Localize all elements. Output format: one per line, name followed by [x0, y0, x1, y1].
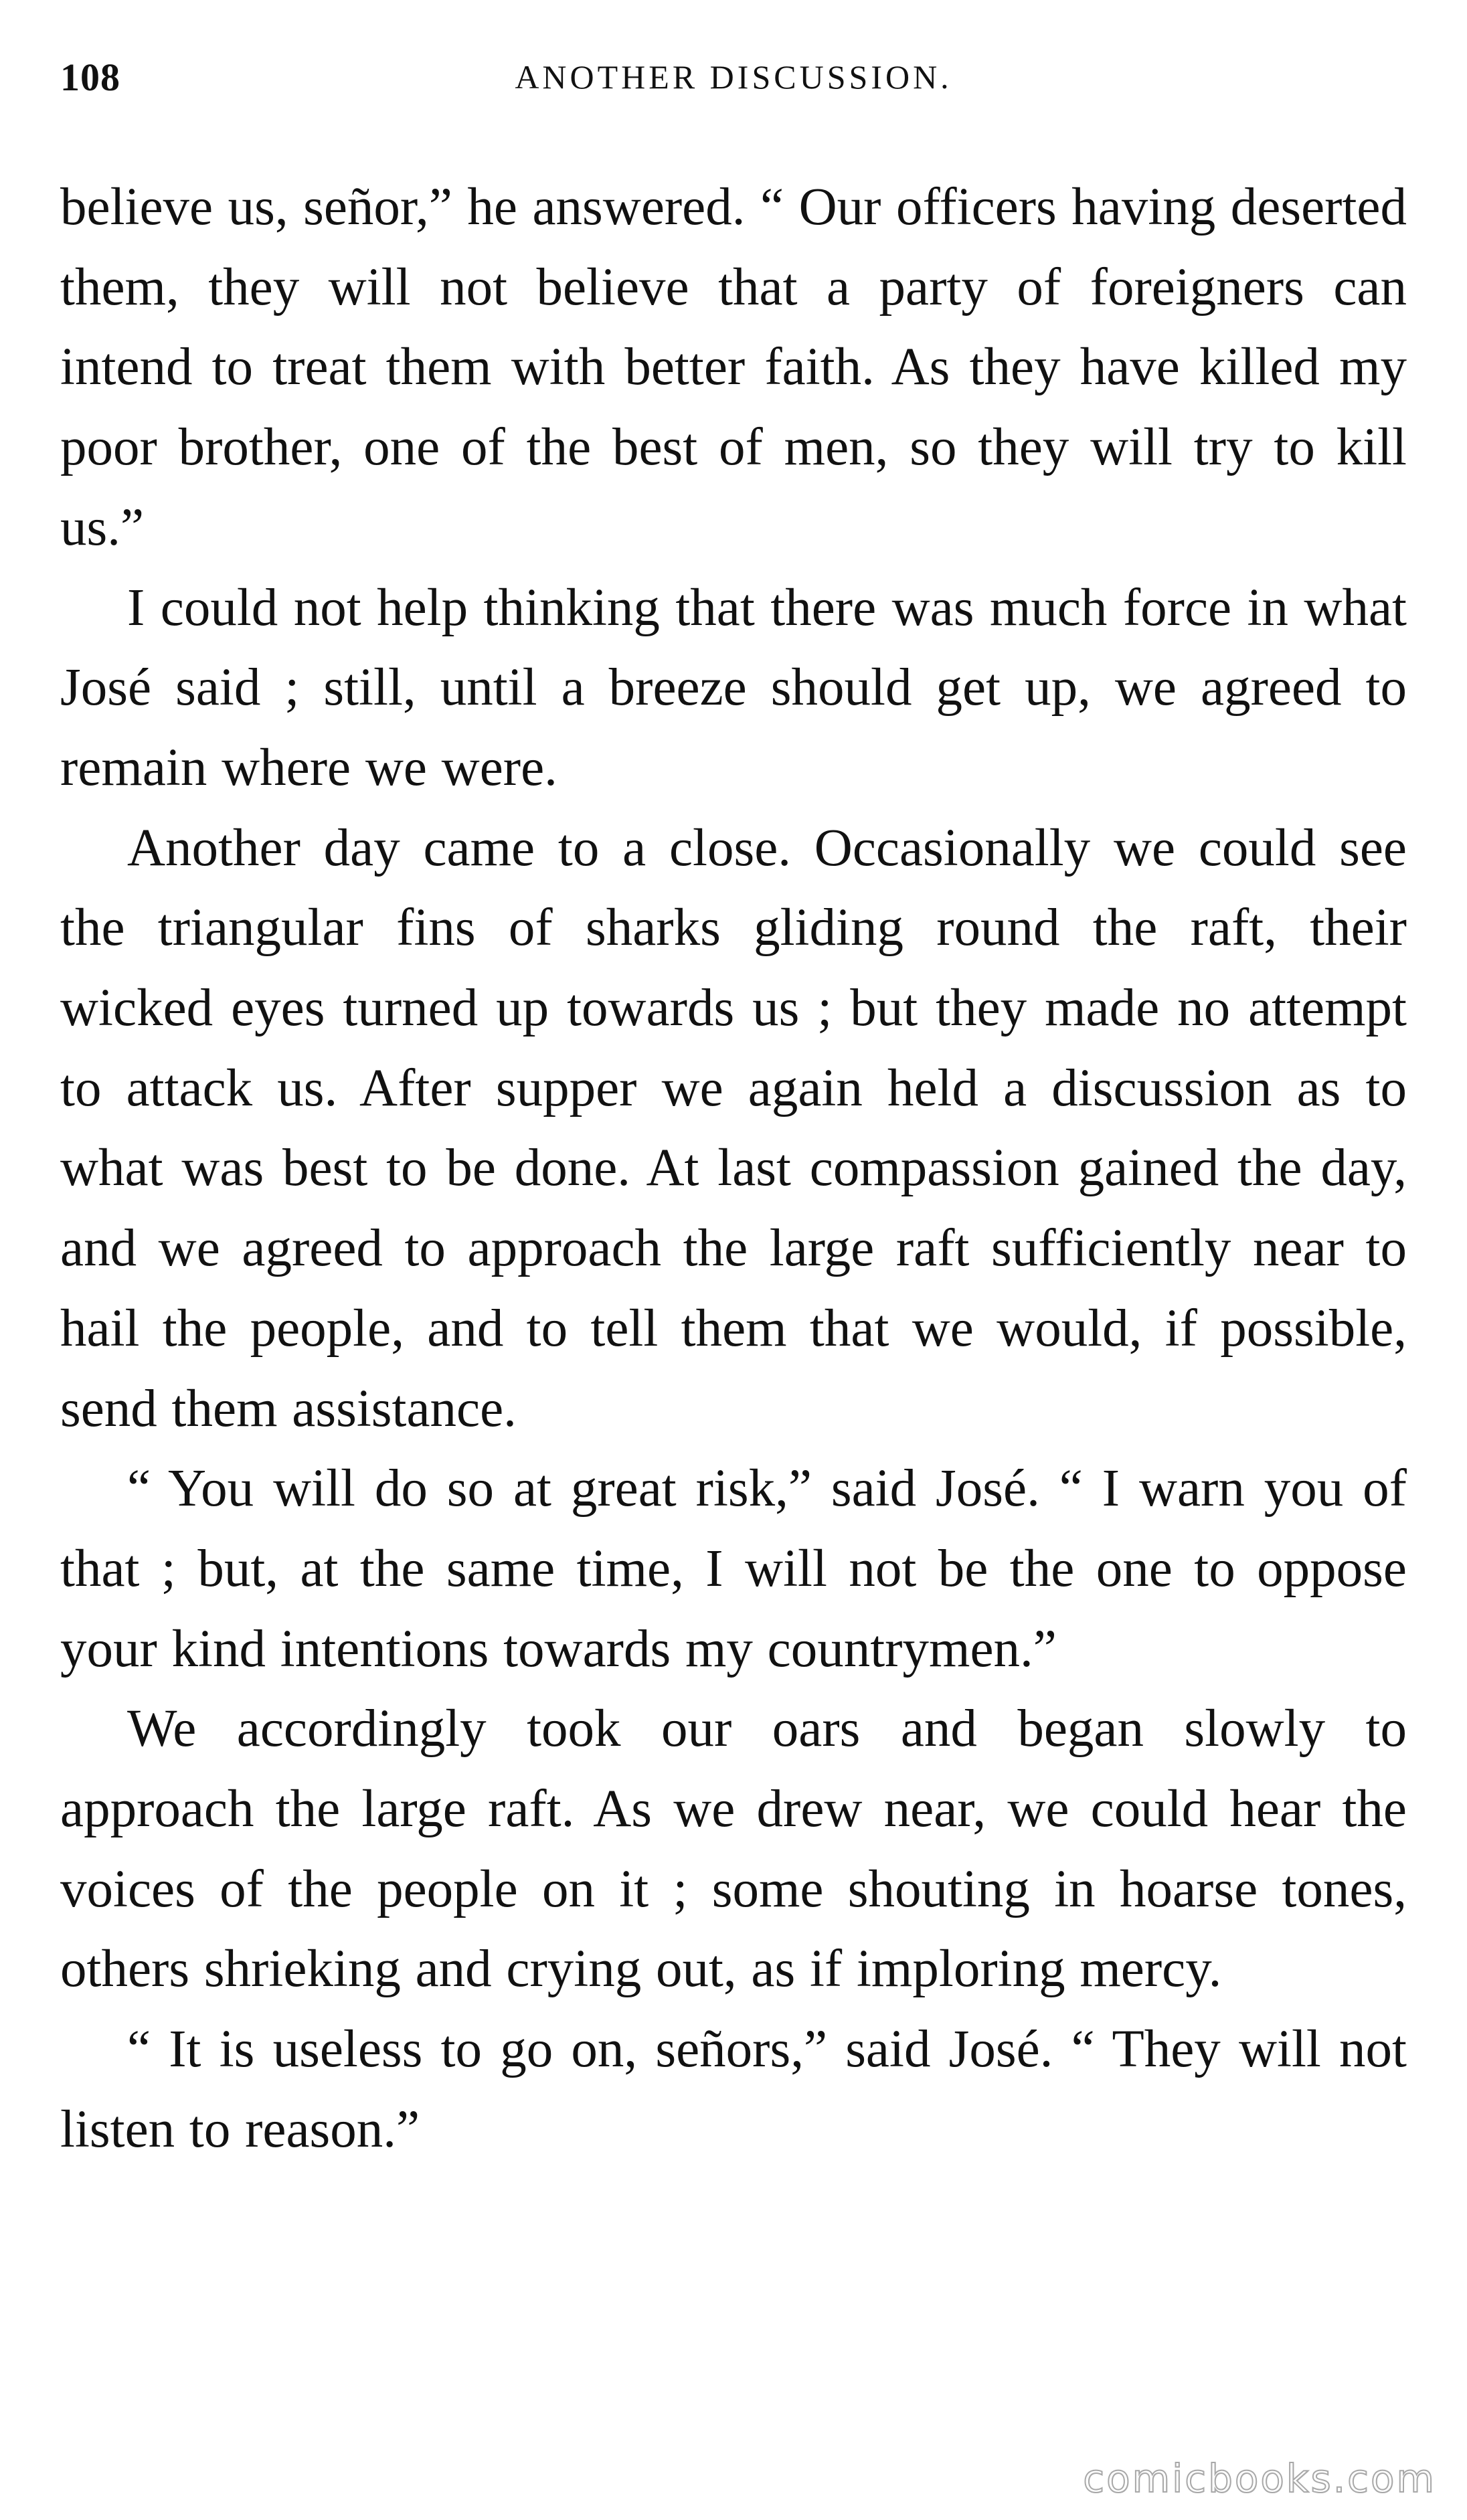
paragraph: I could not help thinking that there was much force in what José said ; still, until a breeze should get up, we agreed to remain where we were.: [60, 578, 1407, 797]
watermark: comicbooks.com: [1083, 2456, 1436, 2501]
paragraph: “ It is useless to go on, señors,” said José. “ They will not listen to reason.”: [60, 2020, 1407, 2159]
paragraph-continuation: believe us, señor,” he answered. “ Our officers having deserted them, they will not believe that a party of foreigners can intend to treat them with better faith. As they have killed my poor brother, one of the best of men, so they will try to kill us.”: [60, 178, 1407, 557]
paragraph: “ You will do so at great risk,” said José. “ I warn you of that ; but, at the same time, I will not be the one to oppose your kind intentions towards my countrymen.”: [60, 1459, 1407, 1678]
running-head: ANOTHER DISCUSSION.: [515, 58, 952, 96]
paragraph: We accordingly took our oars and began slowly to approach the large raft. As we drew near, we could hear the voices of the people on it ; some shouting in hoarse tones, others shrieking and crying out, as if imploring mercy.: [60, 1700, 1407, 1999]
body-text: [60, 167, 1407, 2170]
page-header: [60, 55, 1407, 115]
page-number: 108: [60, 56, 120, 99]
paragraph: Another day came to a close. Occasionally we could see the triangular fins of sharks gliding round the raft, their wicked eyes turned up towards us ; but they made no attempt to attack us. After supper we again held a discussion as to what was best to be done. At last compassion gained the day, and we agreed to approach the large raft sufficiently near to hail the people, and to tell them that we would, if possible, send them assistance.: [60, 818, 1407, 1438]
